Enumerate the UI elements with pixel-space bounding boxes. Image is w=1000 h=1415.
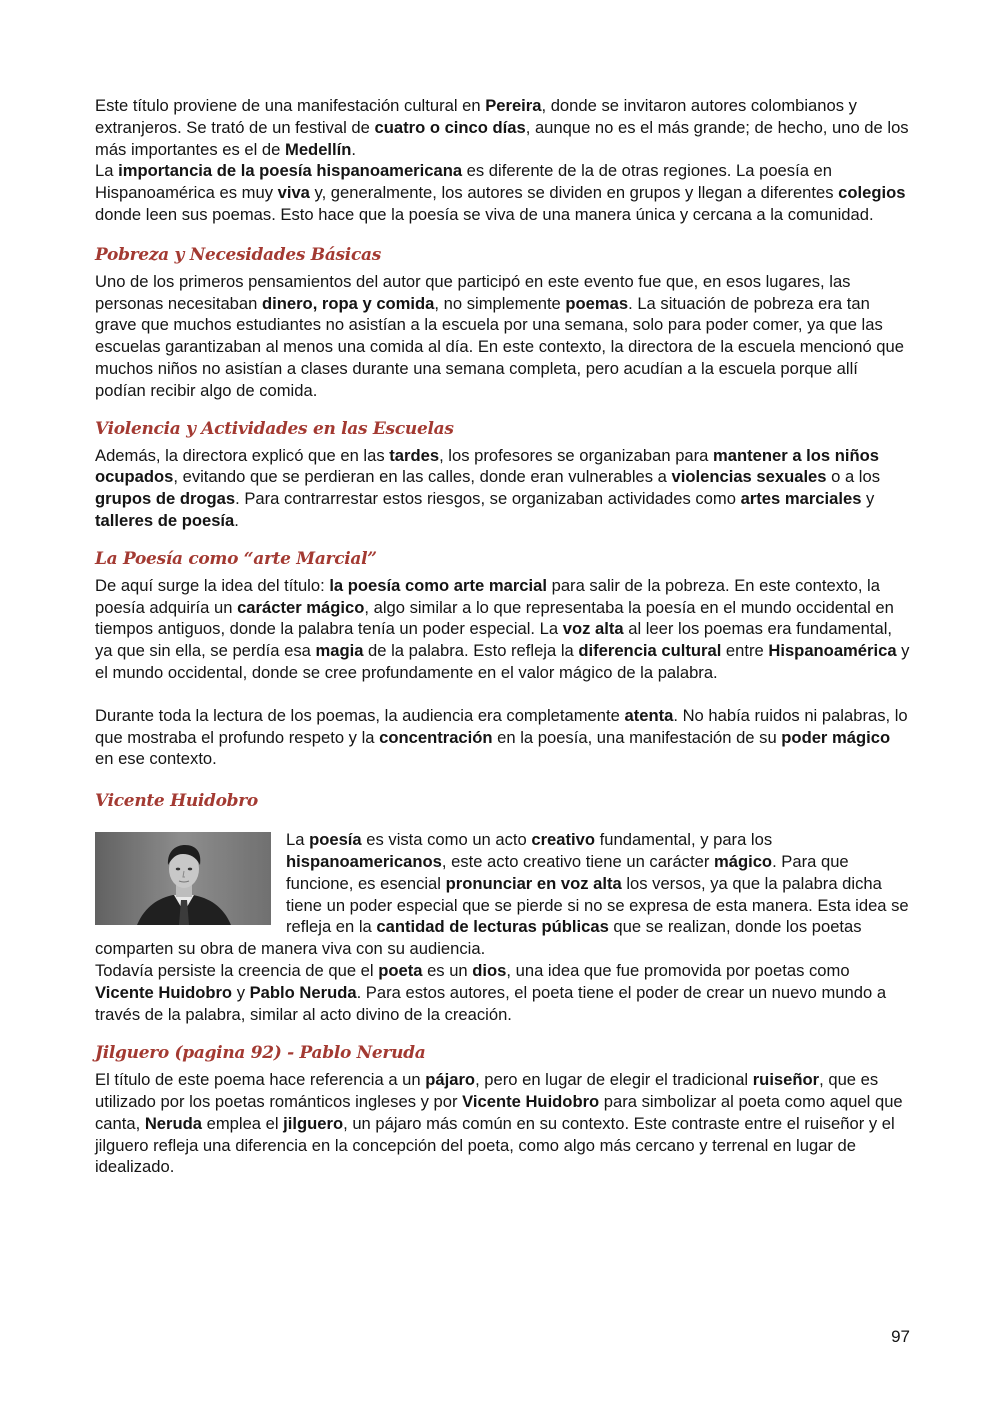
bold-term: tardes [389,445,440,465]
bold-term: creativo [531,830,596,850]
bold-term: diferencia cultural [578,641,722,661]
paragraph-jilguero: El título de este poema hace referencia a un pájaro, pero en lugar de elegir el tradicional ruiseñor, que es utilizado por los poetas románticos ingleses y por Vicente Huidobro para simbolizar al poeta como aquel que canta, Neruda emplea el jilguero, un pájaro más común en su contexto. Este contraste entre el ruiseñor y el jilguero refleja una diferencia en la concepción del poeta, como algo más cercano y terrenal en lugar de idealizado. [95,1070,903,1177]
bold-term: Vicente Huidobro [462,1092,600,1112]
paragraph-pobreza: Uno de los primeros pensamientos del autor que participó en este evento fue que, en esos lugares, las personas necesitaban dinero, ropa y comida, no simplemente poemas. La situación de pobreza era tan grave que muchos estudiantes no asistían a la escuela por una semana, solo para poder comer, ya que las escuelas garantizaban al menos una comida al día. En este contexto, la directora de la escuela mencionó que muchos niños no asistían a clases durante una semana completa, pero acudían a la escuela porque allí podían recibir algo de comida. [95,271,904,400]
bold-term: Pablo Neruda [249,982,357,1002]
bold-term: Pereira [485,96,542,115]
paragraph-poeta-dios: Todavía persiste la creencia de que el poeta es un dios, una idea que fue promovida por poetas como Vicente Huidobro y Pablo Neruda. Para estos autores, el poeta tiene el poder de crear un nuevo mundo a través de la palabra, similar al acto divino de la creación. [95,960,887,1024]
portrait-photo [95,832,271,925]
bold-term: Hispanoamérica [768,641,897,661]
bold-term: Medellín [285,139,352,159]
bold-term: poder mágico [781,727,891,747]
bold-term: carácter mágico [237,597,365,617]
paragraph-violencia: Además, la directora explicó que en las tardes, los profesores se organizaban para mantener a los niños ocupados, evitando que se perdieran en las calles, donde eran vulnerables a violencias sexuales o a los grupos de drogas. Para contrarrestar estos riesgos, se organizaban actividades como artes marciales y talleres de poesía. [95,445,881,530]
bold-term: dios [472,960,507,980]
bold-term: importancia de la poesía hispanoamericana [118,161,463,181]
bold-term: pájaro [425,1070,476,1090]
bold-term: mágico [713,851,773,871]
bold-term: voz alta [562,619,624,639]
paragraph-poesia: De aquí surge la idea del título: la poesía como arte marcial para salir de la pobreza. En este contexto, la poesía adquiría un carácter mágico, algo similar a lo que representaba la poesía en el mundo occidental en tiempos antiguos, donde la palabra tenía un poder especial. La voz alta al leer los poemas era fundamental, ya que sin ella, se perdía esa magia de la palabra. Esto refleja la diferencia cultural entre Hispanoamérica y el mundo occidental, donde se cree profundamente en el valor mágico de la palabra. [95,575,910,682]
bold-term: colegios [838,183,906,203]
bold-term: violencias sexuales [671,467,827,487]
bold-term: grupos de drogas [95,489,236,509]
bold-term: poeta [378,960,423,980]
heading-poesia-arte-marcial: La Poesía como “arte Marcial” [95,548,377,569]
heading-vicente-huidobro: Vicente Huidobro [95,791,258,812]
bold-term: mantener a los niños ocupados [95,445,880,487]
bold-term: magia [315,641,364,661]
intro-paragraph [95,95,910,226]
intro-text-2: La importancia de la poesía hispanoamericana es diferente de la de otras regiones. La poesía en Hispanoamérica es muy viva y, generalmente, los autores se dividen en grupos y llegan a diferentes colegios donde leen sus poemas. Esto hace que la poesía se viva de una manera única y cercana a la comunidad. [95,161,906,224]
bold-term: poemas [565,293,629,313]
bold-term: talleres de poesía [95,510,235,530]
heading-violencia: Violencia y Actividades en las Escuelas [95,418,454,439]
bold-term: ruiseñor [752,1070,820,1090]
bold-term: cantidad de lecturas públicas [376,917,609,937]
heading-jilguero: Jilguero (pagina 92) - Pablo Neruda [95,1043,426,1064]
bold-term: Neruda [144,1113,202,1133]
page-number: 97 [891,1327,910,1346]
paragraph-vicente: La poesía es vista como un acto creativo fundamental, y para los hispanoamericanos, este acto creativo tiene un carácter mágico. Para que funcione, es esencial pronunciar en voz alta los versos, ya que la palabra dicha tiene un poder especial que se pierde si no se expresa de esta manera. Esta idea se refleja en la cantidad de lecturas públicas que se realizan, donde los poetas comparten su obra de manera viva con su audiencia. [95,830,909,959]
bold-term: Vicente Huidobro [95,982,233,1002]
bold-term: viva [277,183,310,203]
page-content [95,95,910,1178]
heading-pobreza: Pobreza y Necesidades Básicas [95,244,382,265]
bold-term: pronunciar en voz alta [445,873,622,893]
paragraph-audiencia: Durante toda la lectura de los poemas, la audiencia era completamente atenta. No había ruidos ni palabras, lo que mostraba el profundo respeto y la concentración en la poesía, una manifestación de su poder mágico en ese contexto. [95,705,908,769]
intro-text-1: Este título proviene de una manifestación cultural en Pereira, donde se invitaron autores colombianos y extranjeros. Se trató de un festival de cuatro o cinco días, aunque no es el más grande; de hecho, uno de los más importantes es el de Medellín. [95,96,909,159]
bold-term: atenta [624,705,674,725]
bold-term: la poesía como arte marcial [329,575,547,595]
bold-term: jilguero [283,1113,344,1133]
bold-term: poesía [309,830,362,850]
bold-term: hispanoamericanos [286,851,442,871]
bold-term: cuatro o cinco días [374,117,526,137]
portrait-image [95,832,271,925]
bold-term: artes marciales [740,489,862,509]
bold-term: dinero, ropa y comida [261,293,435,313]
bold-term: concentración [379,727,493,747]
